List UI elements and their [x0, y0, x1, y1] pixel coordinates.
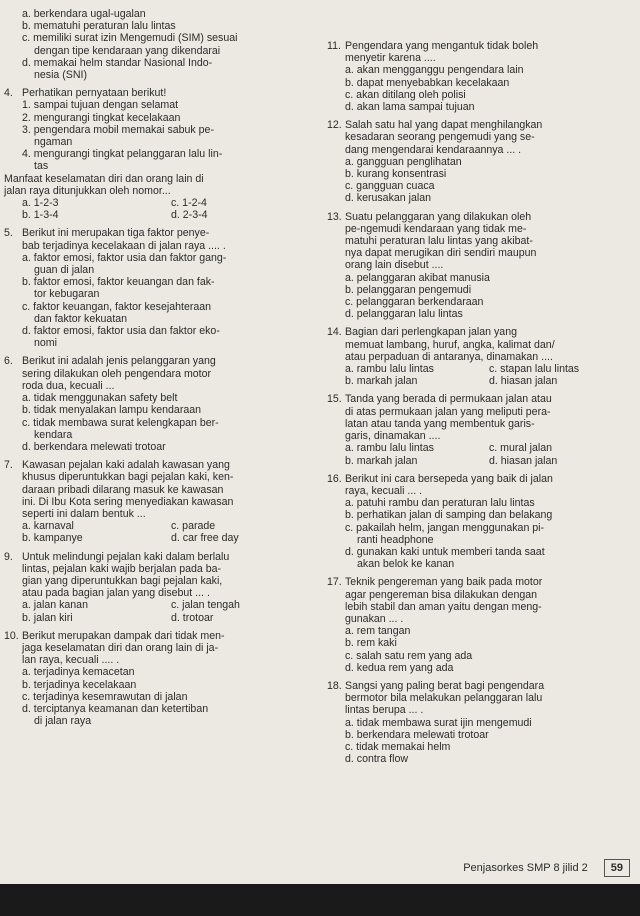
- right-column: [327, 40, 633, 771]
- book-title: Penjasorkes SMP 8 jilid 2: [463, 861, 588, 874]
- page-number: 59: [604, 859, 630, 877]
- question-6: 6. Berikut ini adalah jenis pelanggaran yang sering dilakukan oleh pengendara motor roda dua, kecuali ... a. tidak menggunakan safety belt b. tidak menyalakan lampu kendaraan c. tidak membawa surat kelengkapan ber- kendara d. berkendara melewati trotoar: [4, 355, 219, 453]
- question-10: 10. Berikut merupakan dampak dari tidak men- jaga keselamatan diri dan orang lain di ja- lan raya, kecuali .... . a. terjadinya kemacetan b. terjadinya kecelakaan c. terjadinya kesemrawutan di jalan d. terciptanya keamanan dan ketertiban di jalan raya: [4, 629, 225, 728]
- page-footer: [360, 855, 630, 881]
- question-9: 9. Untuk melindungi pejalan kaki dalam berlalu lintas, pejalan kaki wajib berjalan pada ba- gian yang diperuntukkan bagi pejalan kaki, atau pada bagian jalan yang disebut ... . a. jalan kanan c. jalan tengah b. jalan kiri d. trotoar: [4, 550, 240, 624]
- question-14: 14. Bagian dari perlengkapan jalan yang memuat lambang, huruf, angka, kalimat dan/ atau perpaduan di antaranya, dinamakan .... a. rambu lalu lintas c. stapan lalu lintas b. markah jalan d. hiasan jalan: [327, 326, 580, 388]
- question-15: 15. Tanda yang berada di permukaan jalan atau di atas permukaan jalan yang meliputi pera- latan atau tanda yang membentuk garis- garis, dinamakan .... a. rambu lalu lintas c. mural jalan b. markah jalan d. hiasan jalan: [327, 393, 558, 467]
- question-16: 16. Berikut ini cara bersepeda yang baik di jalan raya, kecuali ... . a. patuhi rambu dan peraturan lalu lintas b. perhatikan jalan di samping dan belakang c. pakailah helm, jangan menggunakan pi- ranti headphone d. gunakan kaki untuk memberi tanda saat akan belok ke kanan: [327, 472, 553, 571]
- question-17: 17. Teknik pengereman yang baik pada motor agar pengereman bisa dilakukan dengan lebih stabil dan aman yaitu dengan meng- gunakan ... . a. rem tangan b. rem kaki c. salah satu rem yang ada d. kedua rem yang ada: [327, 576, 543, 674]
- dark-background-edge: [0, 884, 640, 916]
- prev-question-options: a. berkendara ugal-ugalan b. mematuhi peraturan lalu lintas c. memiliki surat izin Mengemudi (SIM) sesuai dengan tipe kendaraan yang dikendarai d. memakai helm standar Nasional Indo- nesia (SNI): [22, 8, 238, 82]
- question-12: 12. Salah satu hal yang dapat menghilangkan kesadaran seorang pengemudi yang se- dang mengendarai kendaraannya ... . a. gangguan penglihatan b. kurang konsentrasi c. gangguan cuaca d. kerusakan jalan: [327, 119, 543, 205]
- question-7: 7. Kawasan pejalan kaki adalah kawasan yang khusus diperuntukkan bagi pejalan kaki, ken- daraan pribadi dilarang masuk ke kawasan ini. Di Ibu Kota sering menyediakan kawasan seperti ini dalam bentuk ... a. karnaval c. parade b. kampanye d. car free day: [4, 459, 239, 545]
- left-column: [4, 8, 320, 733]
- question-4: 4. Perhatikan pernyataan berikut! 1. sampai tujuan dengan selamat 2. mengurangi tingkat kecelakaan 3. pengendara mobil memakai sabuk pe- ngaman 4. mengurangi tingkat pelanggaran lalu lin- tas Manfaat keselamatan diri dan orang lain di jalan raya ditunjukkan oleh nomor... a. 1-2-3 c. 1-2-4 b. 1-3-4 d. 2-3-4: [4, 87, 223, 222]
- question-11: 11. Pengendara yang mengantuk tidak boleh menyetir karena .... a. akan mengganggu pengendara lain b. dapat menyebabkan kecelakaan c. akan ditilang oleh polisi d. akan lama sampai tujuan: [327, 40, 539, 114]
- question-5: 5. Berikut ini merupakan tiga faktor penye- bab terjadinya kecelakaan di jalan raya .... . a. faktor emosi, faktor usia dan faktor gang- guan di jalan b. faktor emosi, faktor keuangan dan fak- tor kebugaran c. faktor keuangan, faktor kesejahteraan dan faktor kekuatan d. faktor emosi, faktor usia dan faktor eko- nomi: [4, 227, 227, 350]
- question-13: 13. Suatu pelanggaran yang dilakukan oleh pe-ngemudi kendaraan yang tidak me- matuhi peraturan lalu lintas yang akibat- nya dapat merugikan diri sendiri maupun orang lain disebut .... a. pelanggaran akibat manusia b. pelanggaran pengemudi c. pelanggaran berkendaraan d. pelanggaran lalu lintas: [327, 210, 537, 321]
- question-18: 18. Sangsi yang paling berat bagi pengendara bermotor bila melakukan pelanggaran lalu lintas berupa ... . a. tidak membawa surat ijin mengemudi b. berkendara melewati trotoar c. tidak memakai helm d. contra flow: [327, 679, 545, 766]
